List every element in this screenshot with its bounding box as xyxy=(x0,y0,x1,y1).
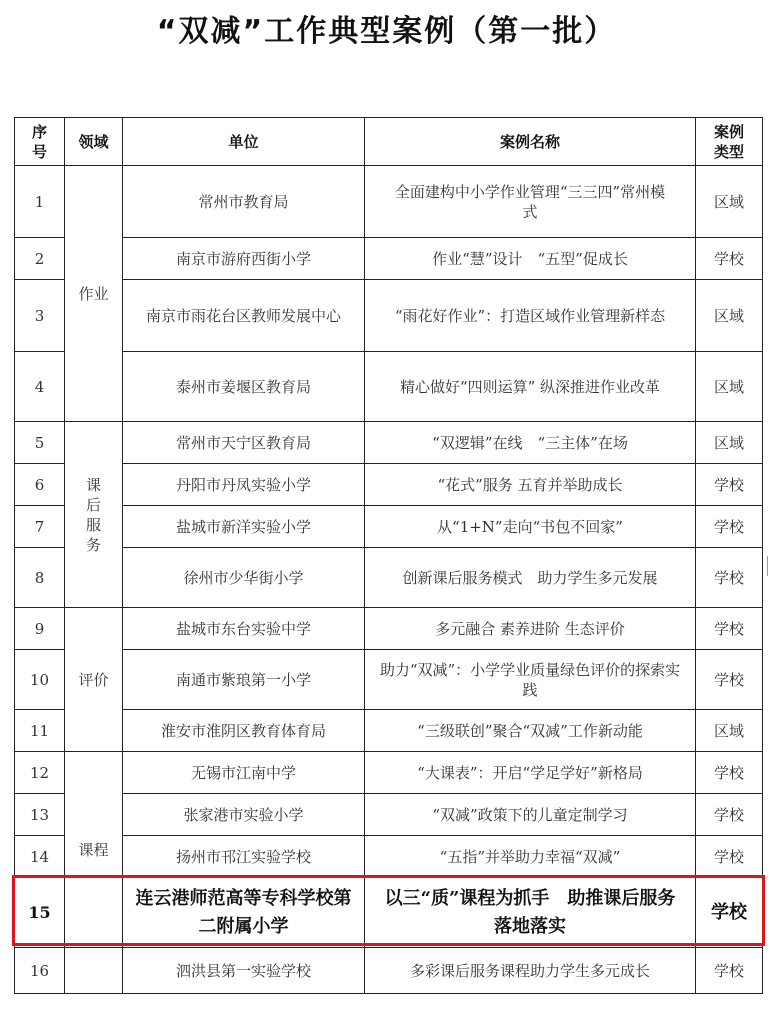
domain-after-school: 课后服务 xyxy=(65,422,123,608)
row-unit: 南通市紫琅第一小学 xyxy=(123,650,365,710)
row-num: 8 xyxy=(15,548,65,608)
row-unit: 徐州市少华街小学 xyxy=(123,548,365,608)
row-unit: 淮安市淮阴区教育体育局 xyxy=(123,710,365,752)
row-num: 5 xyxy=(15,422,65,464)
row-type: 区域 xyxy=(696,422,763,464)
row-type: 学校 xyxy=(696,464,763,506)
row-num: 13 xyxy=(15,794,65,836)
row-type: 学校 xyxy=(696,948,763,994)
row-num: 4 xyxy=(15,352,65,422)
row-type: 区域 xyxy=(696,166,763,238)
domain-evaluation: 评价 xyxy=(65,608,123,752)
table-row xyxy=(15,280,763,352)
table-header-row xyxy=(15,118,763,166)
row-type: 学校 xyxy=(696,836,763,878)
row-case: 精心做好“四则运算” 纵深推进作业改革 xyxy=(365,352,696,422)
row-unit: 盐城市东台实验中学 xyxy=(123,608,365,650)
row-num: 11 xyxy=(15,710,65,752)
row-num: 10 xyxy=(15,650,65,710)
table-row xyxy=(15,710,763,752)
row-num: 14 xyxy=(15,836,65,878)
table-row xyxy=(15,948,763,994)
row-unit: 泗洪县第一实验学校 xyxy=(123,948,365,994)
row-case: “三级联创”聚合“双减”工作新动能 xyxy=(365,710,696,752)
header-case-type: 案例类型 xyxy=(696,118,763,166)
table-row xyxy=(15,166,763,238)
table-row xyxy=(15,752,763,794)
row-case: 以三“质”课程为抓手 助推课后服务落地落实 xyxy=(365,878,696,948)
table-row xyxy=(15,650,763,710)
row-case: 作业“慧”设计 “五型”促成长 xyxy=(365,238,696,280)
domain-empty xyxy=(65,948,123,994)
row-num: 15 xyxy=(15,878,65,948)
row-num: 12 xyxy=(15,752,65,794)
row-type: 学校 xyxy=(696,506,763,548)
row-unit: 丹阳市丹凤实验小学 xyxy=(123,464,365,506)
row-type: 学校 xyxy=(696,794,763,836)
row-type: 学校 xyxy=(696,878,763,948)
row-case: 多元融合 素养进阶 生态评价 xyxy=(365,608,696,650)
row-type: 学校 xyxy=(696,650,763,710)
row-case: 助力“双减”：小学学业质量绿色评价的探索实践 xyxy=(365,650,696,710)
row-num: 2 xyxy=(15,238,65,280)
table-row xyxy=(15,422,763,464)
row-type: 学校 xyxy=(696,548,763,608)
table-row xyxy=(15,464,763,506)
header-domain: 领域 xyxy=(65,118,123,166)
row-case: “五指”并举助力幸福“双减” xyxy=(365,836,696,878)
row-unit: 连云港师范高等专科学校第二附属小学 xyxy=(123,878,365,948)
row-case: 全面建构中小学作业管理“三三四”常州模式 xyxy=(365,166,696,238)
table-row-highlighted xyxy=(15,878,763,948)
row-type: 学校 xyxy=(696,752,763,794)
row-unit: 南京市雨花台区教师发展中心 xyxy=(123,280,365,352)
row-case: 多彩课后服务课程助力学生多元成长 xyxy=(365,948,696,994)
row-unit: 扬州市邗江实验学校 xyxy=(123,836,365,878)
row-num: 1 xyxy=(15,166,65,238)
row-case: 创新课后服务模式 助力学生多元发展 xyxy=(365,548,696,608)
table-row xyxy=(15,238,763,280)
row-type: 学校 xyxy=(696,608,763,650)
table-row xyxy=(15,608,763,650)
domain-homework: 作业 xyxy=(65,166,123,422)
row-case: “双减”政策下的儿童定制学习 xyxy=(365,794,696,836)
row-type: 区域 xyxy=(696,280,763,352)
row-unit: 无锡市江南中学 xyxy=(123,752,365,794)
header-case-name: 案例名称 xyxy=(365,118,696,166)
page-title: “双减”工作典型案例（第一批） xyxy=(156,14,617,49)
row-case: “双逻辑”在线 “三主体”在场 xyxy=(365,422,696,464)
cases-table xyxy=(14,117,763,994)
row-case: “花式”服务 五育并举助成长 xyxy=(365,464,696,506)
table-row xyxy=(15,352,763,422)
page-edge-mark xyxy=(767,556,773,576)
table-row xyxy=(15,794,763,836)
row-case: “雨花好作业”：打造区域作业管理新样态 xyxy=(365,280,696,352)
row-num: 3 xyxy=(15,280,65,352)
row-case: 从“1+N”走向“书包不回家” xyxy=(365,506,696,548)
row-type: 学校 xyxy=(696,238,763,280)
header-unit: 单位 xyxy=(123,118,365,166)
table-row xyxy=(15,836,763,878)
row-unit: 泰州市姜堰区教育局 xyxy=(123,352,365,422)
row-num: 9 xyxy=(15,608,65,650)
row-unit: 常州市教育局 xyxy=(123,166,365,238)
row-unit: 盐城市新洋实验小学 xyxy=(123,506,365,548)
row-num: 6 xyxy=(15,464,65,506)
row-unit: 常州市天宁区教育局 xyxy=(123,422,365,464)
domain-course: 课程 xyxy=(65,752,123,948)
table-row xyxy=(15,548,763,608)
row-case: “大课表”：开启“学足学好”新格局 xyxy=(365,752,696,794)
row-type: 区域 xyxy=(696,710,763,752)
row-unit: 张家港市实验小学 xyxy=(123,794,365,836)
row-num: 16 xyxy=(15,948,65,994)
table-row xyxy=(15,506,763,548)
row-num: 7 xyxy=(15,506,65,548)
row-unit: 南京市游府西街小学 xyxy=(123,238,365,280)
header-num: 序号 xyxy=(15,118,65,166)
row-type: 区域 xyxy=(696,352,763,422)
